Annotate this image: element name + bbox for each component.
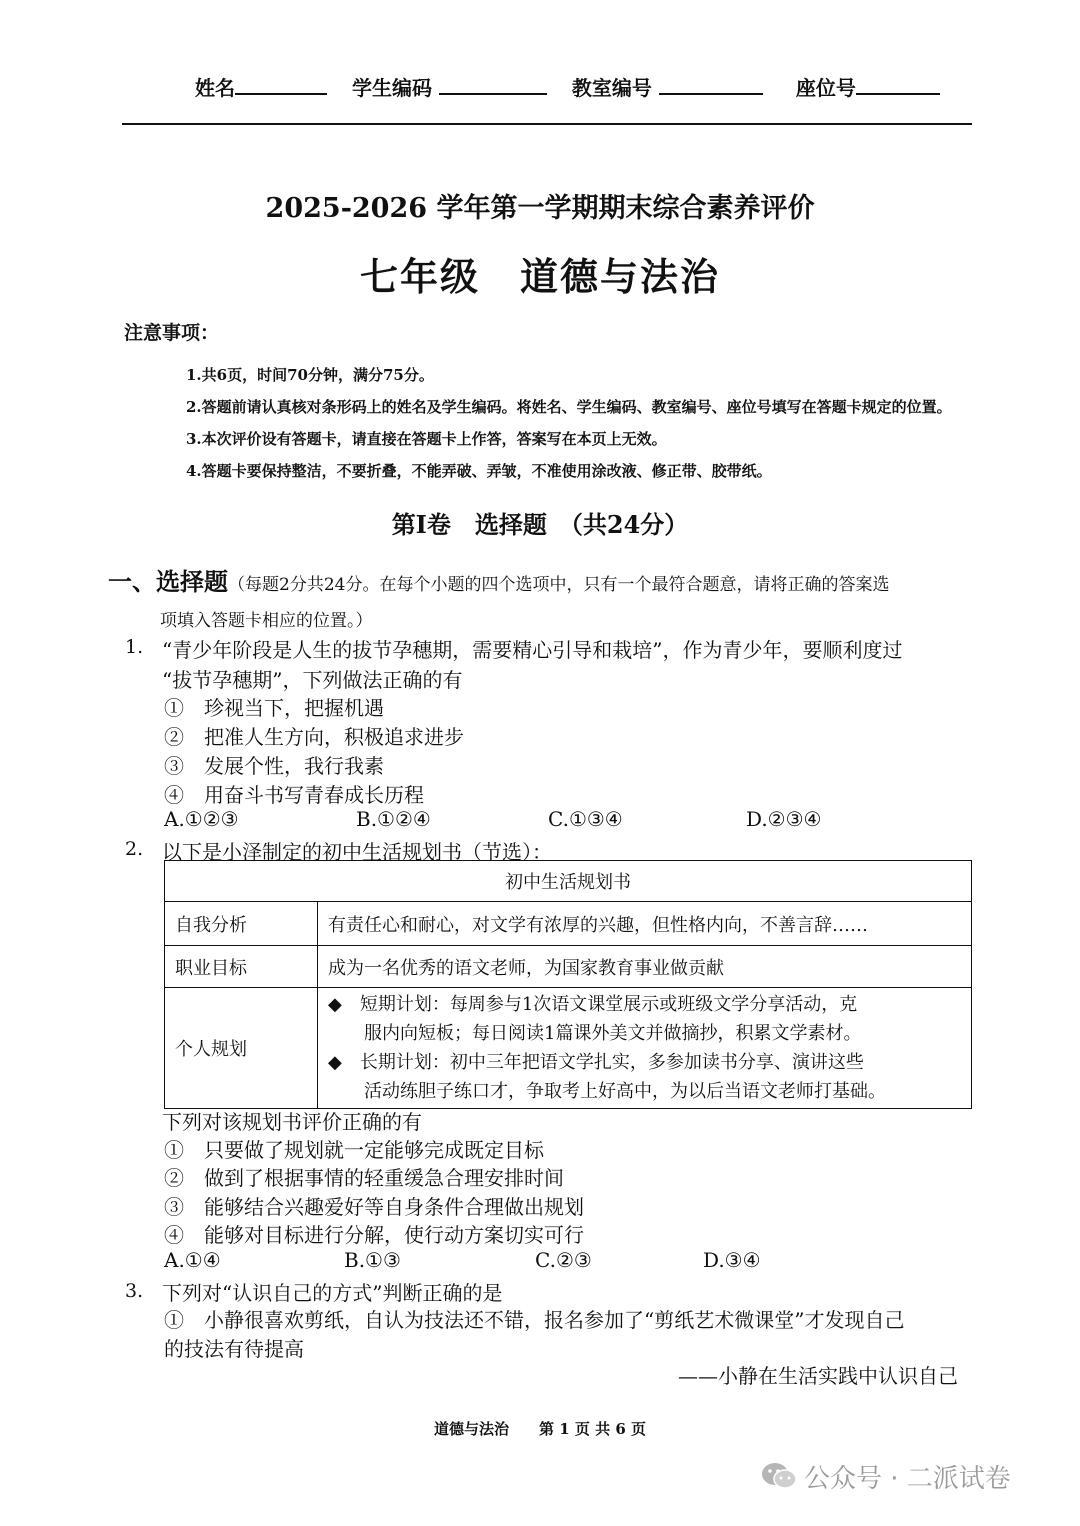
exam-subject-title: 七年级 道德与法治 [359, 254, 720, 299]
plan-bullet: ◆ 短期计划：每周参与1次语文课堂展示或班级文学分享活动，克 [328, 994, 858, 1015]
section-instruction-cont: 项填入答题卡相应的位置。） [160, 611, 373, 631]
plan-bullet: 服内向短板；每日阅读1篇课外美文并做摘抄，积累文学素材。 [328, 1023, 862, 1044]
option-a[interactable]: A.①②③ [164, 807, 239, 831]
statement-item: ② 把准人生方向，积极追求进步 [164, 725, 464, 749]
statement-item: ① 只要做了规划就一定能够完成既定目标 [164, 1138, 544, 1162]
exam-title: 2025-2026 学年第一学期期末综合素养评价 [265, 193, 815, 224]
plan-bullet: ◆ 长期计划：初中三年把语文学扎实，多参加读书分享、演讲这些 [328, 1052, 864, 1073]
option-d[interactable]: D.③④ [703, 1248, 761, 1272]
page-footer: 道德与法治 第 1 页 共 6 页 [434, 1420, 646, 1438]
notice-heading: 注意事项： [124, 322, 220, 344]
question-stem: “青少年阶段是人生的拔节孕穗期，需要精心引导和栽培”，作为青少年，要顺利度过 [162, 638, 903, 662]
plan-row-text: 有责任心和耐心，对文学有浓厚的兴趣，但性格内向，不善言辞…… [318, 902, 972, 946]
question-number: 1. [125, 636, 144, 658]
question-stem: “拔节孕穗期”，下列做法正确的有 [162, 668, 463, 692]
option-c[interactable]: C.②③ [535, 1248, 592, 1272]
plan-row-text [318, 988, 972, 1109]
question-stem: 以下是小泽制定的初中生活规划书（节选）： [162, 840, 552, 864]
statement-item: ② 做到了根据事情的轻重缓急合理安排时间 [164, 1166, 564, 1190]
section-instruction: （每题2分共24分。在每个小题的四个选项中，只有一个最符合题意，请将正确的答案选 [228, 575, 890, 595]
student-info-row [195, 72, 958, 101]
notice-item: 4.答题卡要保持整洁，不要折叠，不能弄破、弄皱，不准使用涂改液、修正带、胶带纸。 [186, 462, 772, 480]
plan-table-title: 初中生活规划书 [165, 861, 972, 902]
wechat-icon [760, 1461, 798, 1498]
part-title: 第Ⅰ卷 选择题 （共24分） [391, 510, 689, 539]
plan-table [164, 860, 972, 1109]
question-stem: 下列对“认识自己的方式”判断正确的是 [162, 1281, 503, 1305]
option-a[interactable]: A.①④ [164, 1248, 221, 1272]
plan-row-label: 职业目标 [165, 946, 318, 988]
plan-bullet: 活动练胆子练口才，争取考上好高中，为以后当语文老师打基础。 [328, 1081, 886, 1102]
statement-item-cont: 的技法有待提高 [164, 1337, 304, 1361]
statement-item: ④ 能够对目标进行分解，使行动方案切实可行 [164, 1223, 584, 1247]
option-d[interactable]: D.②③④ [746, 807, 822, 831]
notice-item: 3.本次评价设有答题卡，请直接在答题卡上作答，答案写在本页上无效。 [186, 430, 667, 448]
statement-item: ① 珍视当下，把握机遇 [164, 696, 384, 720]
seat-field[interactable]: 座位号 [796, 72, 940, 101]
section-heading: 一、选择题（每题2分共24分。在每个小题的四个选项中，只有一个最符合题意，请将正确的答案选 [108, 568, 890, 596]
statement-item: ① 小静很喜欢剪纸，自认为技法还不错，报名参加了“剪纸艺术微课堂”才发现自己 [164, 1308, 905, 1332]
option-c[interactable]: C.①③④ [548, 807, 623, 831]
watermark: 公众号 · 二派试卷 [760, 1458, 1011, 1498]
notice-item: 2.答题前请认真核对条形码上的姓名及学生编码。将姓名、学生编码、教室编号、座位号填写在答题卡规定的位置。 [186, 398, 952, 416]
question-number: 2. [125, 838, 144, 860]
notice-item: 1.共6页，时间70分钟，满分75分。 [186, 366, 434, 384]
plan-row-text: 成为一名优秀的语文老师，为国家教育事业做贡献 [318, 946, 972, 988]
header-divider [122, 123, 972, 125]
room-field[interactable]: 教室编号 [572, 72, 763, 101]
plan-row-label: 个人规划 [165, 988, 318, 1109]
option-b[interactable]: B.①②④ [356, 807, 431, 831]
question-prompt: 下列对该规划书评价正确的有 [162, 1110, 422, 1134]
question-number: 3. [125, 1280, 144, 1302]
statement-conclusion: ——小静在生活实践中认识自己 [678, 1364, 958, 1388]
name-field[interactable]: 姓名 [195, 72, 327, 101]
statement-item: ③ 能够结合兴趣爱好等自身条件合理做出规划 [164, 1195, 584, 1219]
student-code-field[interactable]: 学生编码 [352, 72, 547, 101]
statement-item: ③ 发展个性，我行我素 [164, 754, 384, 778]
plan-row-label: 自我分析 [165, 902, 318, 946]
option-b[interactable]: B.①③ [344, 1248, 401, 1272]
statement-item: ④ 用奋斗书写青春成长历程 [164, 783, 424, 807]
